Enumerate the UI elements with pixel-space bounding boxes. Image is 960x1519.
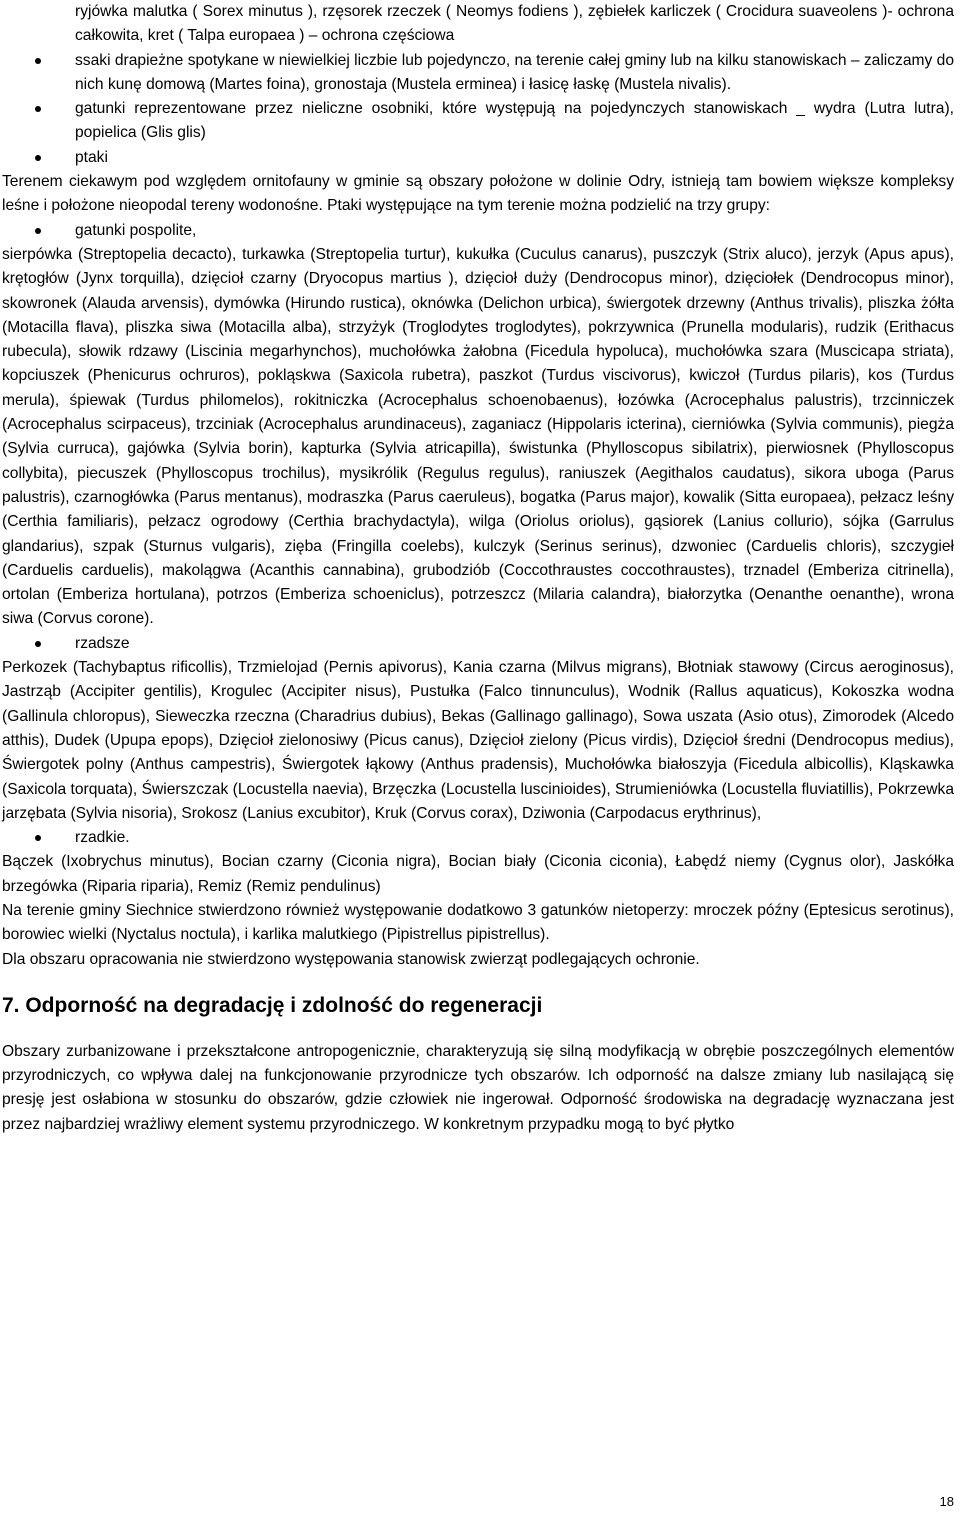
rarer-species-paragraph: Perkozek (Tachybaptus rificollis), Trzmielojad (Pernis apivorus), Kania czarna (Milvus migrans), Błotniak stawowy (Circus aeroginosus), Jastrząb (Accipiter gentilis), Krogulec (Accipiter nisus), Pustułka (Falco tinnunculus), Wodnik (Rallus aquaticus), Kokoszka wodna (Gallinula chloropus), Sieweczka rzeczna (Charadrius dubius), Bekas (Gallinago gallinago), Sowa uszata (Asio otus), Zimorodek (Alcedo atthis), Dudek (Upupa epops), Dzięcioł zielonosiwy (Picus canus), Dzięcioł zielony (Picus virdis), Dzięcioł średni (Dendrocopus medius), Świergotek polny (Anthus campestris), Świergotek łąkowy (Anthus pradensis), Muchołówka białoszyja (Ficedula albicollis), Kląskawka (Saxicola torquata), Świerszczak (Locustella naevia), Brzęczka (Locustella luscinioides), Strumieniówka (Locustella fluviatillis), Pokrzewka jarzębata (Sylvia nisoria), Srokosz (Lanius excubitor), Kruk (Corvus corax), Dziwonia (Carpodacus erythrinus), (2, 659, 954, 822)
bullet-dot (35, 106, 41, 112)
bullet-dot (35, 641, 41, 647)
bullet-rarer-species (0, 632, 960, 656)
bullet-text: rzadkie. (75, 829, 130, 847)
bats-paragraph: Na terenie gminy Siechnice stwierdzono również występowanie dodatkowo 3 gatunków nietoperzy: mroczek późny (Eptesicus serotinus), borowiec wielki (Nyctalus noctula), i karlika malutkiego (Pipistrellus pipistrellus). (2, 901, 954, 944)
bullet-dot (35, 835, 41, 841)
bullet-birds (0, 146, 960, 170)
bullet-dot (35, 58, 41, 64)
bullet-dot (35, 228, 41, 234)
protected-sites-paragraph: Dla obszaru opracowania nie stwierdzono występowania stanowisk zwierząt podlegających ochronie. (2, 950, 700, 968)
bullet-text: ptaki (75, 148, 108, 166)
page-number: 18 (939, 1494, 954, 1509)
mammals-protected-paragraph: ryjówka malutka ( Sorex minutus ), rzęsorek rzeczek ( Neomys fodiens ), zębiełek karliczek ( Crocidura suaveolens )- ochrona całkowita, kret ( Talpa europaea ) – ochrona częściowa (75, 3, 954, 45)
bullet-text: gatunki pospolite, (75, 221, 197, 239)
birds-intro-paragraph: Terenem ciekawym pod względem ornitofauny w gminie są obszary położone w dolinie Odry, istnieją tam bowiem większe kompleksy leśne i położone nieopodal tereny wodonośne. Ptaki występujące na tym terenie można podzielić na trzy grupy: (2, 173, 954, 215)
bullet-text: rzadsze (75, 634, 130, 652)
bullet-text: gatunki reprezentowane przez nieliczne osobniki, które występują na pojedynczych stanowiskach _ wydra (Lutra lutra), popielica (Glis glis) (75, 100, 954, 142)
bullet-text: ssaki drapieżne spotykane w niewielkiej liczbie lub pojedynczo, na terenie całej gminy lub na kilku stanowiskach – zaliczamy do nich kunę domową (Martes foina), gronostaja (Mustela erminea) i łasicę łaskę (Mustela nivalis). (75, 51, 954, 93)
common-species-paragraph: sierpówka (Streptopelia decacto), turkawka (Streptopelia turtur), kukułka (Cuculus canarus), puszczyk (Strix aluco), jerzyk (Apus apus), krętogłów (Jynx torquilla), dzięcioł czarny (Dryocopus martius ), dzięcioł duży (Dendrocopus minor), dzięciołek (Dendrocopus minor), skowronek (Alauda arvensis), dymówka (Hirundo rustica), oknówka (Delichon urbica), świergotek drzewny (Anthus trivalis), pliszka żółta (Motacilla flava), pliszka siwa (Motacilla alba), strzyżyk (Troglodytes troglodytes), pokrzywnica (Prunella modularis), rudzik (Erithacus rubecula), słowik rdzawy (Liscinia megarhynchos), muchołówka żałobna (Ficedula hypoluca), muchołówka szara (Muscicapa striata), kopciuszek (Phenicurus ochruros), pokląskwa (Saxicola rubetra), paszkot (Turdus viscivorus), kwiczoł (Turdus pilaris), kos (Turdus merula), śpiewak (Turdus philomelos), rokitniczka (Acrocephalus schoenobaenus), łozówka (Acrocephalus palustris), trzcinniczek (Acrocephalus scirpaceus), trzciniak (Acrocephalus arundinaceus), zaganiacz (Hippolaris icterina), cierniówka (Sylvia communis), piegża (Sylvia curruca), gajówka (Sylvia borin), kapturka (Sylvia atricapilla), świstunka (Phylloscopus sibilatrix), pierwiosnek (Phylloscopus collybita), piecuszek (Phylloscopus trochilus), mysikrólik (Regulus regulus), raniuszek (Aegithalos caudatus), sikora uboga (Parus palustris), czarnogłówka (Parus mentanus), modraszka (Parus caeruleus), bogatka (Parus major), kowalik (Sitta europaea), pełzacz leśny (Certhia familiaris), pełzacz ogrodowy (Certhia brachydactyla), wilga (Oriolus oriolus), gąsiorek (Lanius collurio), sójka (Garrulus glandarius), szpak (Sturnus vulgaris), zięba (Fringilla coelebs), kulczyk (Serinus serinus), dzwoniec (Carduelis chloris), szczygieł (Carduelis carduelis), makolągwa (Acanthis cannabina), grubodziób (Coccothraustes coccothraustes), trznadel (Emberiza citrinella), ortolan (Emberiza hortulana), potrzos (Emberiza schoeniclus), potrzeszcz (Milaria calandra), białorzytka (Oenanthe oenanthe), wrona siwa (Corvus corone). (2, 245, 954, 628)
bullet-predatory-mammals (0, 49, 960, 98)
rare-species-paragraph: Bączek (Ixobrychus minutus), Bocian czarny (Ciconia nigra), Bocian biały (Ciconia ciconia), Łabędź niemy (Cygnus olor), Jaskółka brzegówka (Riparia riparia), Remiz (Remiz pendulinus) (2, 853, 954, 895)
section7-paragraph: Obszary zurbanizowane i przekształcone antropogenicznie, charakteryzują się silną modyfikacją w obrębie poszczególnych elementów przyrodniczych, co wpływa dalej na funkcjonowanie przyrodnicze tych obszarów. Ich odporność na dalsze zmiany lub nasilającą się presję jest osłabiona w stosunku do obszarów, gdzie człowiek nie ingerował. Odporność środowiska na degradację wyznaczana jest przez najbardziej wrażliwy element systemu przyrodniczego. W konkretnym przypadku mogą to być płytko (2, 1042, 954, 1133)
spacer (0, 1020, 960, 1040)
bullet-rare-species (0, 826, 960, 850)
bullet-dot (35, 155, 41, 161)
section-heading: 7. Odporność na degradację i zdolność do regeneracji (2, 993, 543, 1017)
spacer (0, 972, 960, 992)
bullet-common-species (0, 219, 960, 243)
bullet-rare-mammals (0, 97, 960, 146)
